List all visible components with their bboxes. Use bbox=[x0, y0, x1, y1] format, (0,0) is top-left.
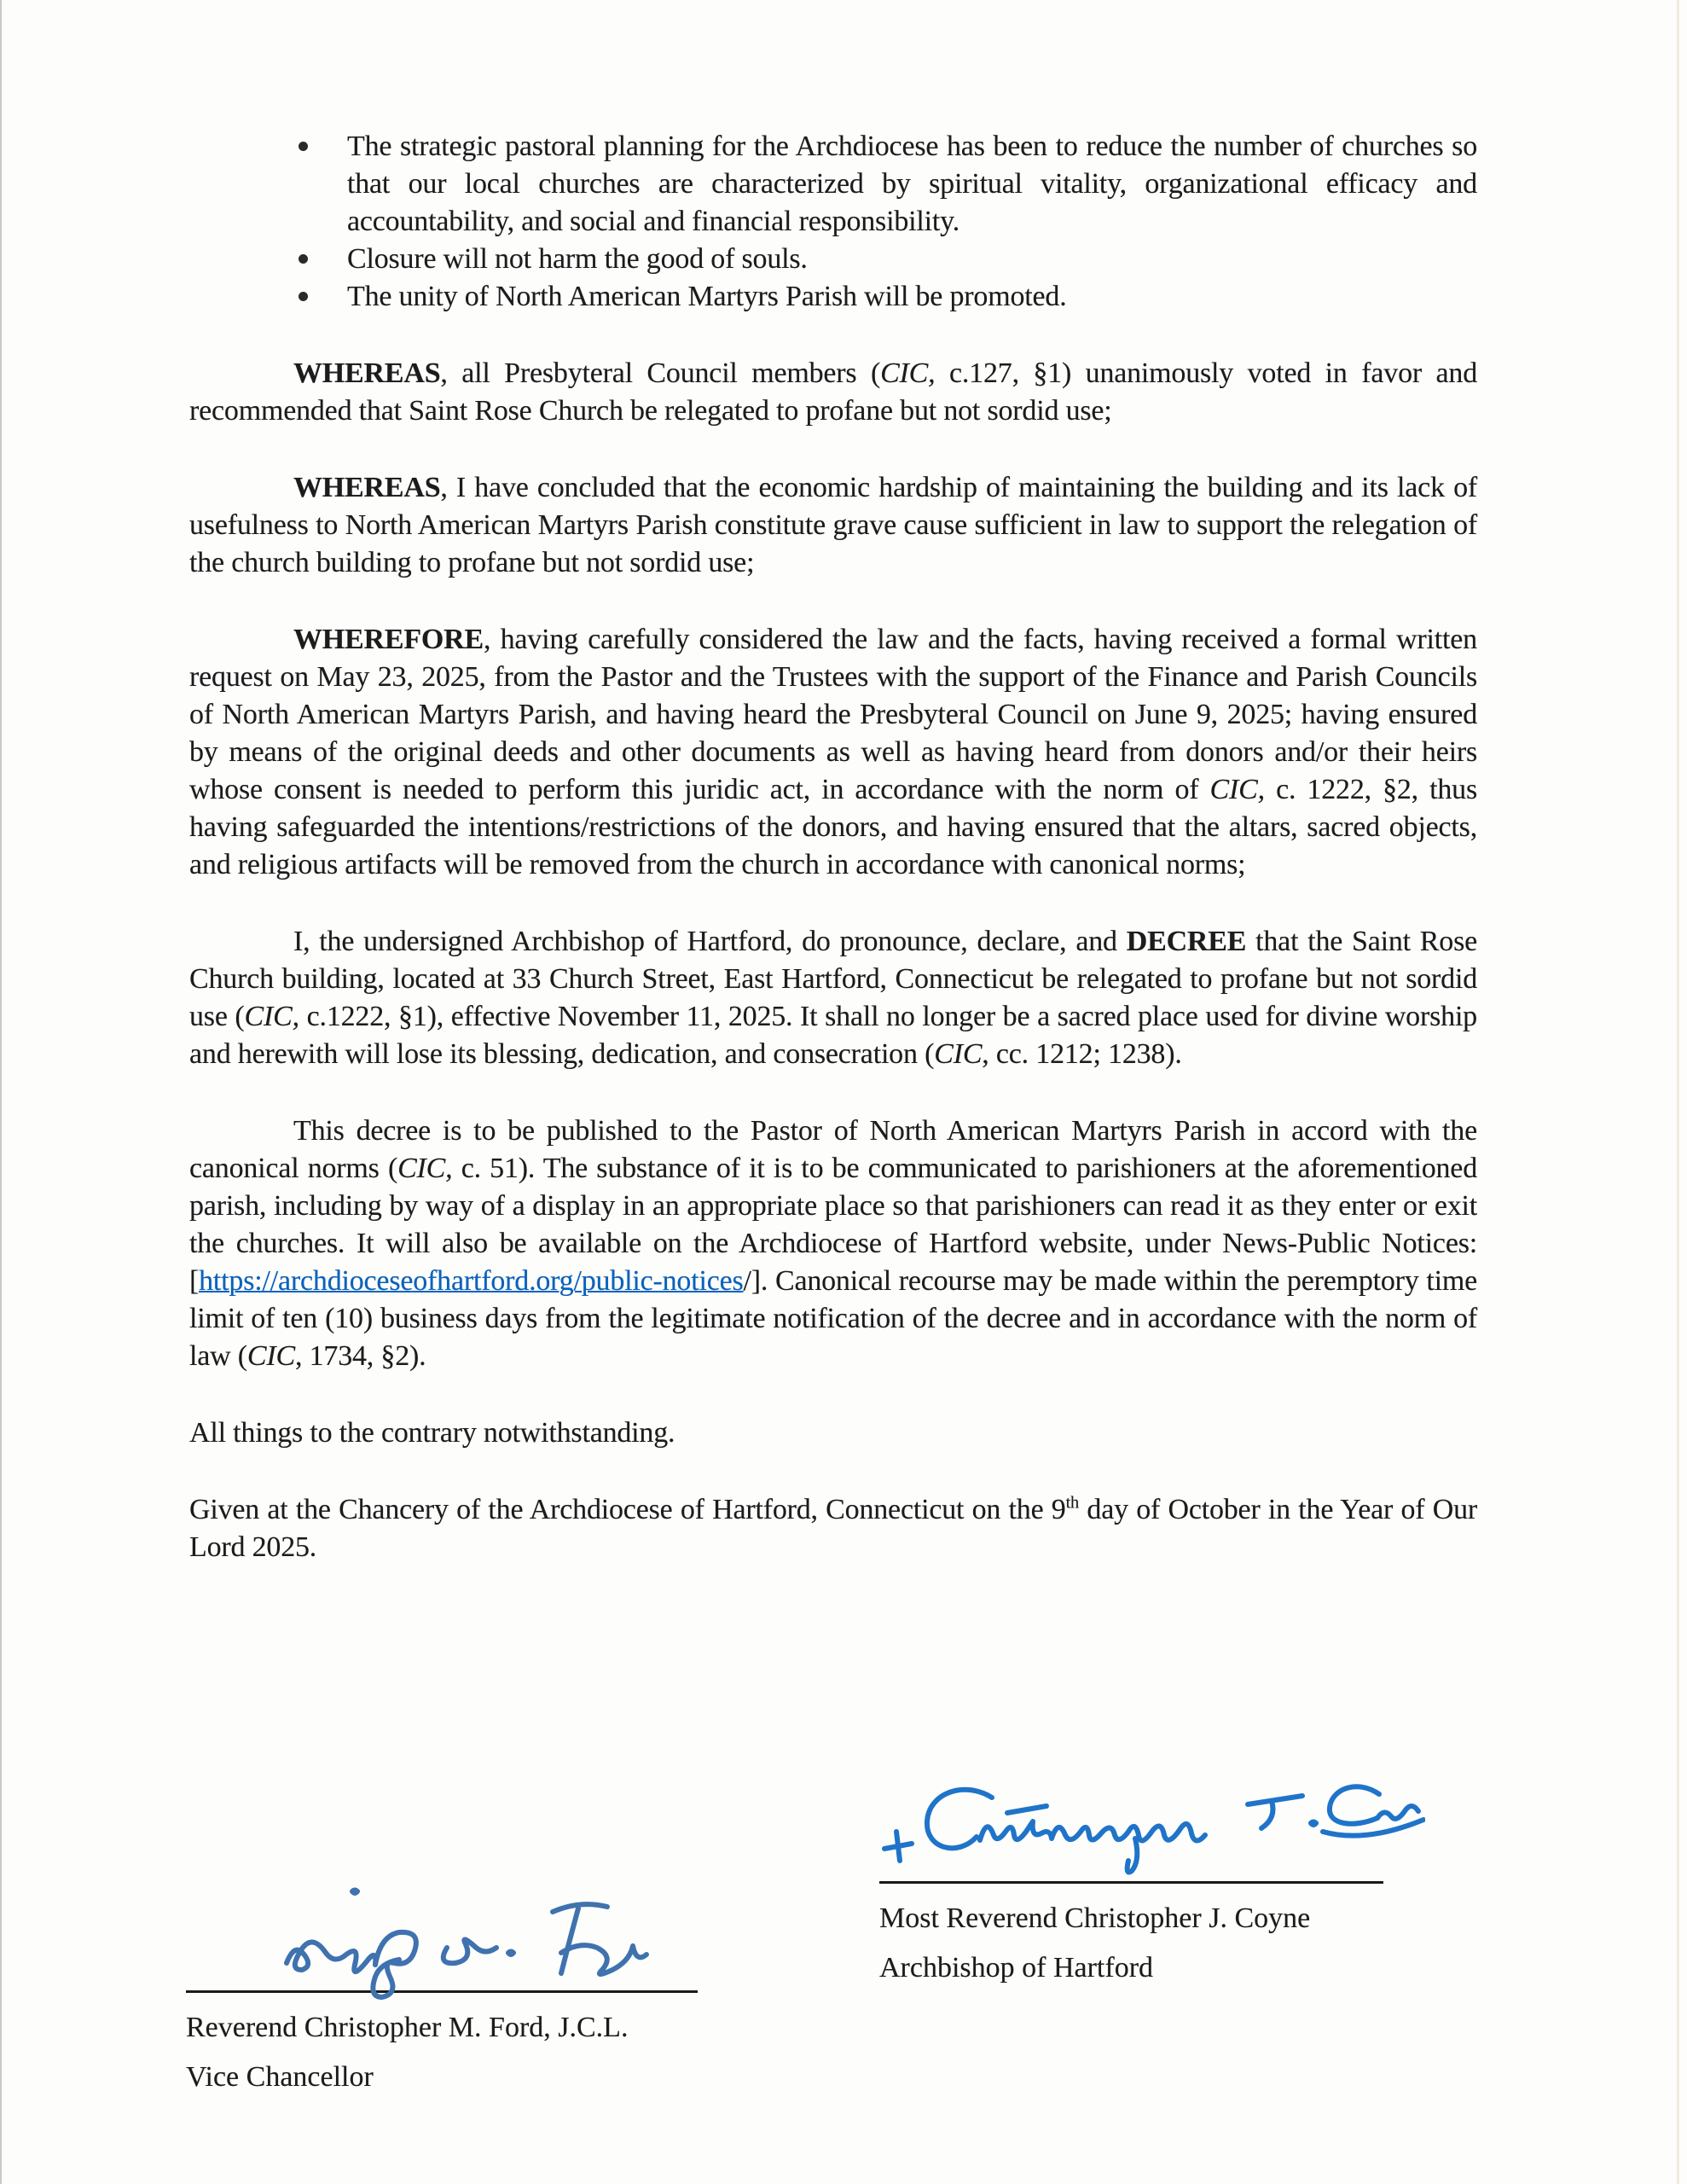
scan-right-edge-line bbox=[1677, 0, 1679, 2184]
vice-chancellor-signature-line bbox=[186, 1990, 698, 1993]
document-body bbox=[189, 128, 1477, 1566]
text-segment: WHEREFORE bbox=[293, 624, 484, 655]
archbishop-typed-title: Archbishop of Hartford bbox=[879, 1952, 1154, 1984]
text-segment: , all Presbyteral Council members ( bbox=[440, 357, 881, 389]
text-segment: day of October in the Year of Our Lord 2025. bbox=[189, 1494, 1477, 1563]
text-segment: WHEREAS bbox=[293, 472, 441, 503]
text-segment: All things to the contrary notwithstanding. bbox=[189, 1417, 675, 1449]
text-segment: , having carefully considered the law and the facts, having received a formal written request on May 23, 2025, from the Pastor and the Trustees with the support of the Finance and Parish Councils of North American Martyrs Parish, and having heard the Presbyteral Council on June 9, 2025; having ensured by means of the original deeds and other documents as well as having heard from donors and/or their heirs whose consent is needed to perform this juridic act, in accordance with the norm of bbox=[189, 624, 1477, 805]
text-segment: I, the undersigned Archbishop of Hartford, do pronounce, declare, and bbox=[293, 926, 1127, 957]
bullet-item-strategic-planning: The strategic pastoral planning for the Archdiocese has been to reduce the number of churches so that our local churches are characterized by spiritual vitality, organizational efficacy and accountability, and social and financial responsibility. bbox=[347, 128, 1477, 241]
text-segment: Given at the Chancery of the Archdiocese of Hartford, Connecticut on the 9 bbox=[189, 1494, 1066, 1525]
paragraph-given-at-chancery bbox=[189, 1491, 1477, 1566]
text-segment: WHEREAS bbox=[293, 357, 441, 389]
paragraph-publication bbox=[189, 1112, 1477, 1375]
text-segment: CIC bbox=[246, 1340, 295, 1372]
paragraph-whereas-2 bbox=[189, 469, 1477, 582]
text-segment: c.127, §1) unanimously voted in favor and recommended that Saint Rose Church be relegated to profane but not sordid use; bbox=[189, 357, 1478, 427]
bullet-list bbox=[189, 128, 1477, 316]
vice-chancellor-handwritten-signature bbox=[280, 1881, 655, 2001]
text-segment: /]. Canonical recourse may be made within the peremptory time limit of ten (10) business days from the legitimate notification of the decree and in accordance with the norm of law ( bbox=[189, 1265, 1477, 1372]
paragraph-contrary-notwithstanding bbox=[189, 1414, 1477, 1452]
text-segment: This decree is to be published to the Pastor of North American Martyrs Parish in accord with the canonical norms ( bbox=[189, 1115, 1477, 1184]
bullet-item-unity: The unity of North American Martyrs Parish will be promoted. bbox=[347, 278, 1477, 316]
vice-chancellor-typed-title: Vice Chancellor bbox=[186, 2061, 374, 2093]
text-segment: , cc. 1212; 1238). bbox=[982, 1038, 1182, 1070]
archbishop-signature-block bbox=[879, 1779, 1425, 1993]
archbishop-typed-name: Most Reverend Christopher J. Coyne bbox=[879, 1902, 1311, 1934]
archbishop-handwritten-signature bbox=[879, 1779, 1425, 1879]
text-segment: CIC, bbox=[1209, 774, 1265, 805]
text-segment: CIC, bbox=[397, 1153, 453, 1184]
paragraph-wherefore bbox=[189, 621, 1477, 884]
paragraph-decree bbox=[189, 923, 1477, 1073]
text-segment: , 1734, §2). bbox=[295, 1340, 426, 1372]
text-segment: CIC, bbox=[880, 357, 936, 389]
vice-chancellor-typed-name: Reverend Christopher M. Ford, J.C.L. bbox=[186, 2012, 629, 2043]
vice-chancellor-signature-block bbox=[186, 1881, 706, 2102]
text-segment: CIC, bbox=[244, 1001, 299, 1032]
text-segment: DECREE bbox=[1126, 926, 1247, 957]
text-segment: c. 1222, §2, thus having safeguarded the intentions/restrictions of the donors, and having ensured that the altars, sacred objects, and religious artifacts will be removed from the church in accordance with canonical norms; bbox=[189, 774, 1478, 880]
paragraph-whereas-1 bbox=[189, 355, 1477, 430]
text-segment: th bbox=[1065, 1493, 1080, 1513]
text-segment: CIC bbox=[934, 1038, 983, 1070]
scan-left-edge-line bbox=[0, 0, 2, 2184]
public-notices-url-link[interactable]: https://archdioceseofhartford.org/public-notices bbox=[199, 1265, 744, 1297]
bullet-item-closure: Closure will not harm the good of souls. bbox=[347, 241, 1477, 278]
text-segment: that the Saint Rose Church building, located at 33 Church Street, East Hartford, Connecticut be relegated to profane but not sordid use ( bbox=[189, 926, 1477, 1032]
archbishop-signature-line bbox=[879, 1881, 1383, 1884]
text-segment: c.1222, §1), effective November 11, 2025. It shall no longer be a sacred place used for divine worship and herewith will lose its blessing, dedication, and consecration ( bbox=[189, 1001, 1477, 1070]
text-segment: c. 51). The substance of it is to be communicated to parishioners at the aforementioned parish, including by way of a display in an appropriate place so that parishioners can read it as they enter or exit the churches. It will also be available on the Archdiocese of Hartford website, under News-Public Notices: [ bbox=[189, 1153, 1477, 1297]
text-segment: , I have concluded that the economic hardship of maintaining the building and its lack of usefulness to North American Martyrs Parish constitute grave cause sufficient in law to support the relegation of the church building to profane but not sordid use; bbox=[189, 472, 1477, 578]
